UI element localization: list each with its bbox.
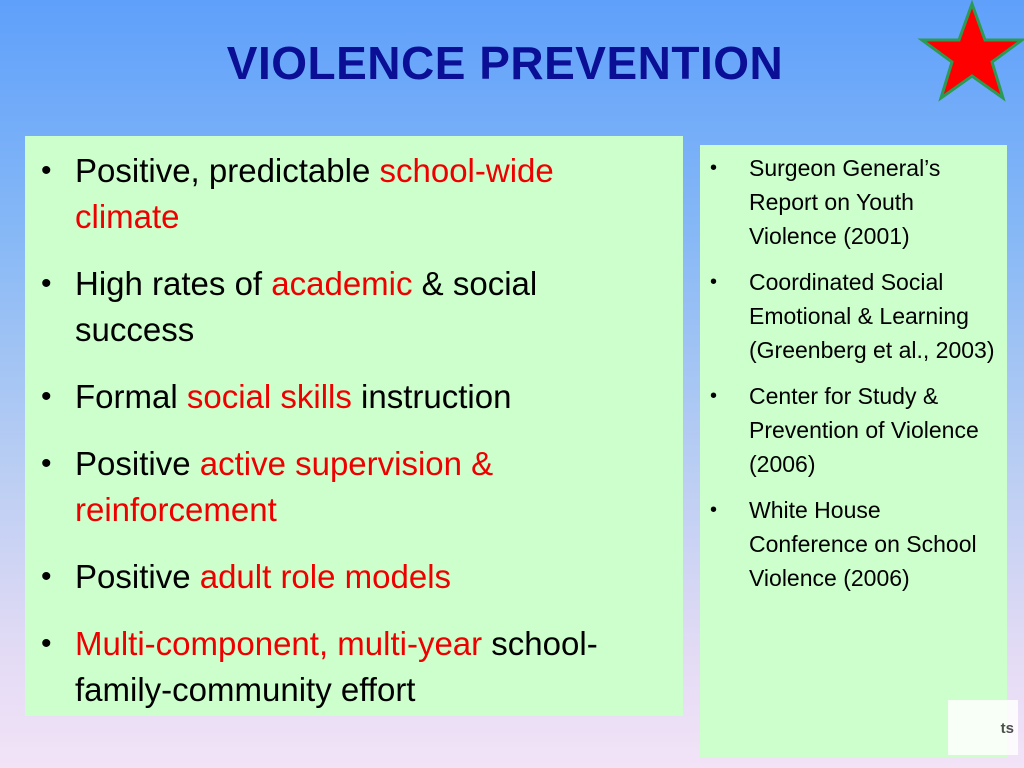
bullet: • — [41, 267, 52, 300]
bullet: • — [710, 499, 718, 521]
reference-item: • Surgeon General’s Report on Youth Violence (2001) — [708, 151, 999, 253]
bullet: • — [710, 385, 718, 407]
key-elements-panel — [25, 136, 683, 716]
reference-item: • Coordinated Social Emotional & Learning (Greenberg et al., 2003) — [708, 265, 999, 367]
bullet: • — [710, 157, 718, 179]
list-item: • Positive, predictable school-wide climate — [35, 148, 663, 240]
list-item: • Formal social skills instruction — [35, 374, 663, 420]
list-item: • Positive adult role models — [35, 554, 663, 600]
bullet: • — [41, 447, 52, 480]
corner-logo — [948, 700, 1018, 755]
logo-fragment-text: ts — [1000, 720, 1014, 737]
references-list — [700, 145, 1007, 595]
reference-item: • White House Conference on School Violence (2006) — [708, 493, 999, 595]
list-item: • Positive active supervision & reinforcement — [35, 441, 663, 533]
key-elements-list — [25, 136, 683, 713]
bullet: • — [41, 627, 52, 660]
bullet: • — [41, 154, 52, 187]
list-item: • High rates of academic & social success — [35, 261, 663, 353]
references-panel — [700, 145, 1007, 757]
reference-item: • Center for Study & Prevention of Violence (2006) — [708, 379, 999, 481]
bullet: • — [41, 560, 52, 593]
bullet: • — [710, 271, 718, 293]
slide-title: VIOLENCE PREVENTION — [226, 37, 784, 89]
red-star-icon — [916, 0, 1024, 108]
list-item: • Multi-component, multi-year school-family-community effort — [35, 621, 663, 713]
bullet: • — [41, 380, 52, 413]
